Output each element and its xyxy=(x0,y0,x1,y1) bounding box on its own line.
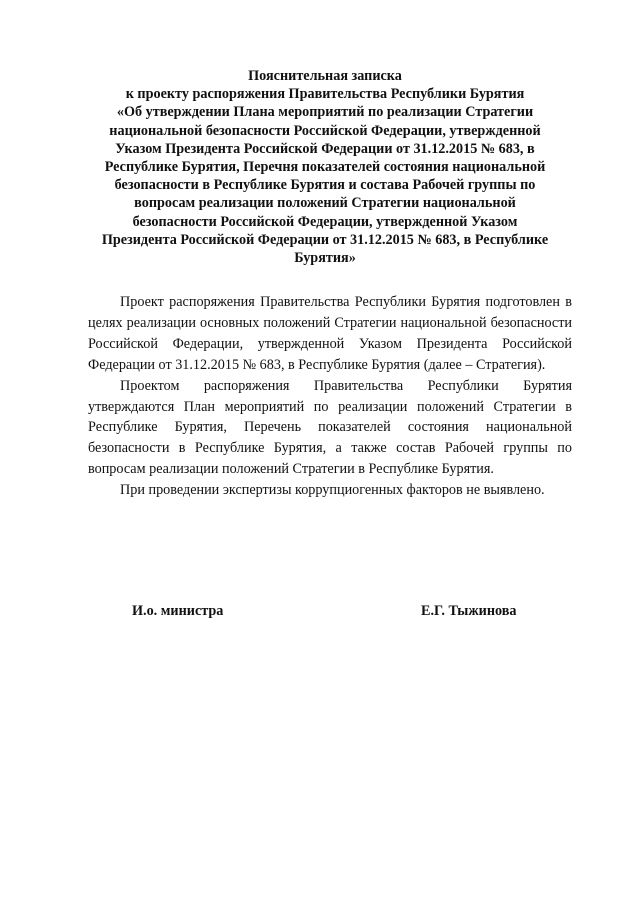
body-paragraph: При проведении экспертизы коррупциогенных факторов не выявлено. xyxy=(120,482,545,499)
signature-name: Е.Г. Тыжинова xyxy=(421,603,517,619)
title-line: безопасности Российской Федерации, утвержденной Указом xyxy=(132,213,518,230)
title-line: безопасности в Республике Бурятия и состава Рабочей группы по xyxy=(114,177,536,194)
title-line: национальной безопасности Российской Федерации, утвержденной xyxy=(109,122,541,139)
title-line: к проекту распоряжения Правительства Республики Бурятия xyxy=(125,86,525,103)
title-line: вопросам реализации положений Стратегии национальной xyxy=(134,195,516,212)
body-paragraph: Проект распоряжения Правительства Республики Бурятия подготовлен в целях реализации основных положений Стратегии национальной безопасности Российской Федерации, утвержденной Указом Президента Российской Федерации от 31.12.2015 № 683, в Республике Бурятия (далее – Стратегия). xyxy=(88,294,572,373)
title-line: Президента Российской Федерации от 31.12.2015 № 683, в Республике xyxy=(101,231,549,248)
document-body xyxy=(88,292,572,501)
title-line: Указом Президента Российской Федерации от 31.12.2015 № 683, в xyxy=(115,140,535,157)
title-line: Пояснительная записка xyxy=(248,68,402,84)
document-title xyxy=(70,67,580,267)
title-line: Республике Бурятия, Перечня показателей состояния национальной xyxy=(104,159,546,176)
title-line: Бурятия» xyxy=(294,250,356,267)
title-line: «Об утверждении Плана мероприятий по реализации Стратегии xyxy=(116,104,534,121)
signature-position: И.о. министра xyxy=(132,603,224,619)
body-paragraph: Проектом распоряжения Правительства Республики Бурятия утверждаются План мероприятий по реализации положений Стратегии в Республике Бурятия, Перечень показателей состояния национальной безопасности в Республике Бурятия, а также состав Рабочей группы по вопросам реализации положений Стратегии в Республике Бурятия. xyxy=(88,377,572,478)
